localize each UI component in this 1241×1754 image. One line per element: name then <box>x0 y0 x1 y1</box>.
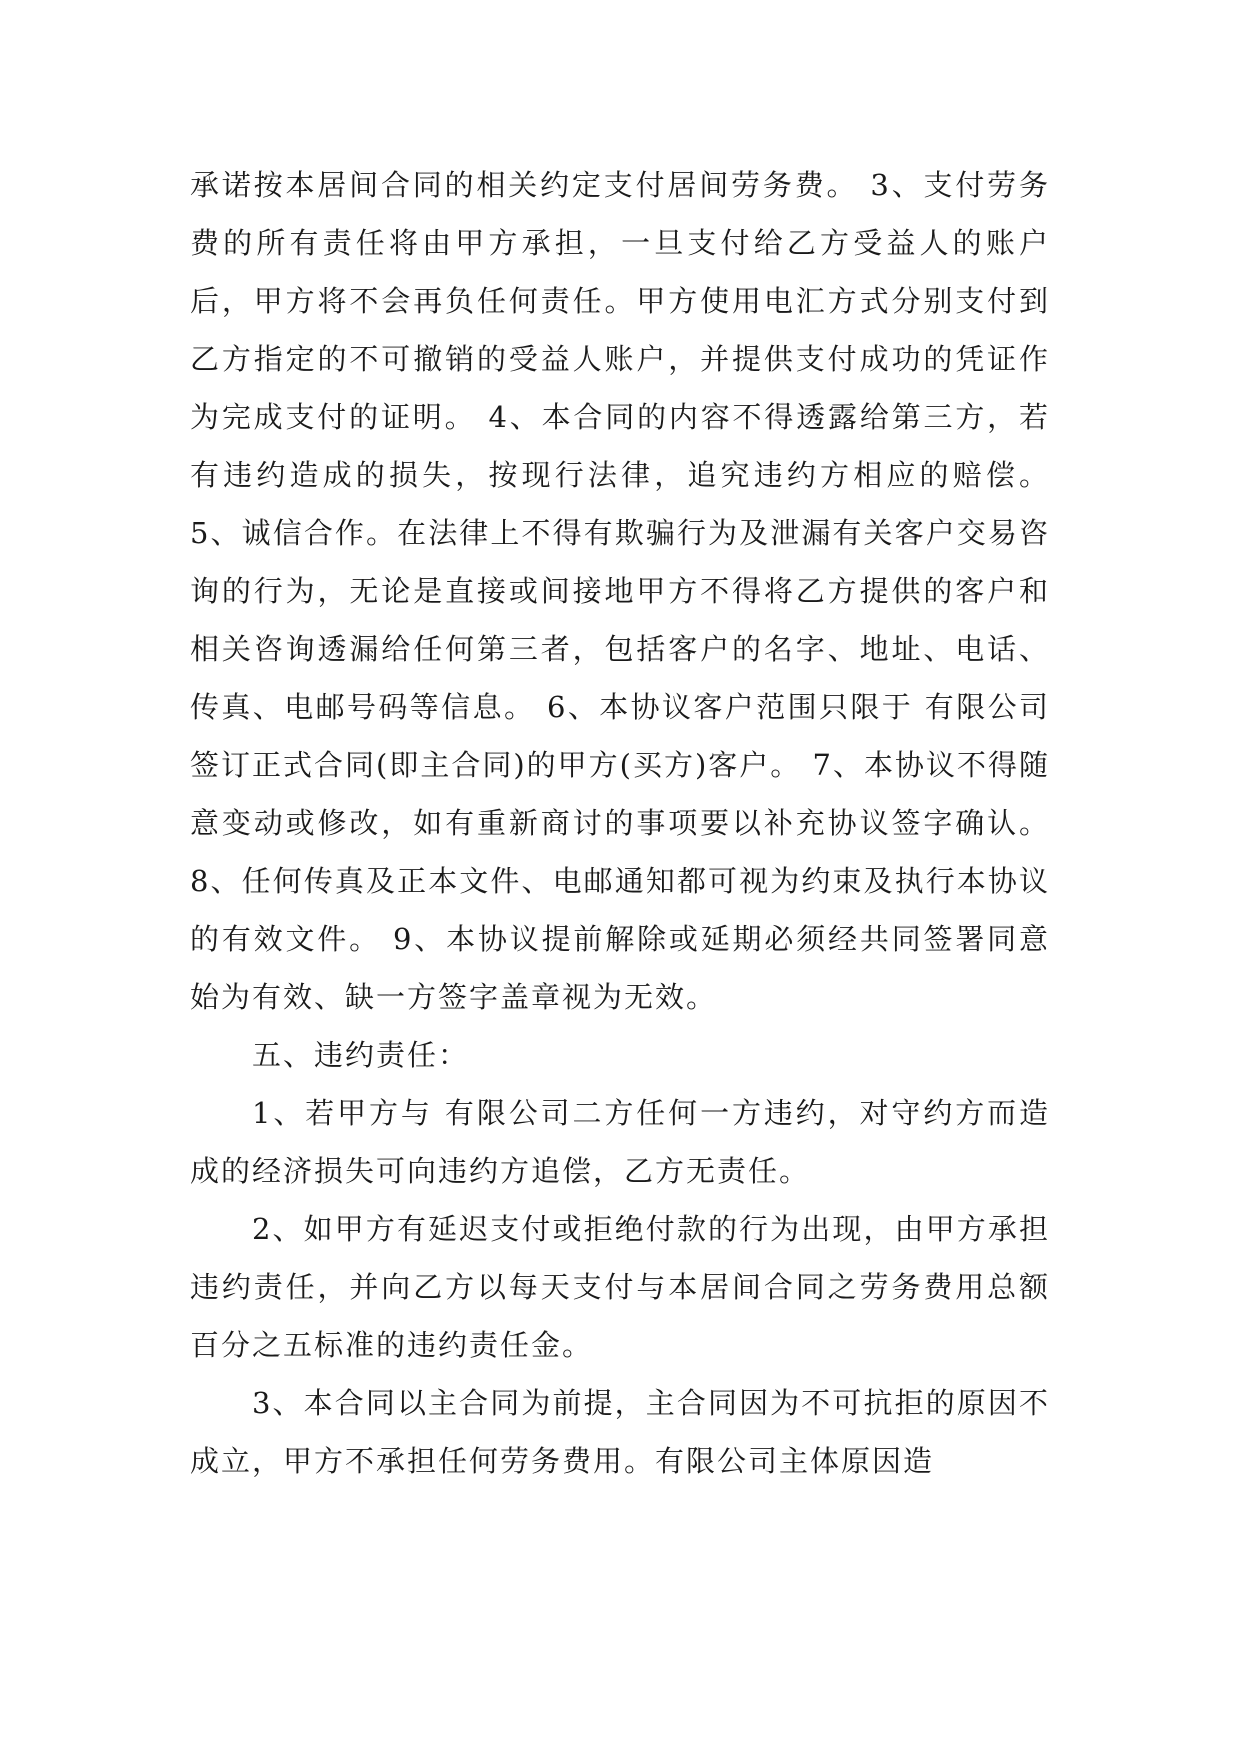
section-heading-breach-liability: 五、违约责任： <box>252 1038 470 1072</box>
breach-clause-2: 2、如甲方有延迟支付或拒绝付款的行为出现，由甲方承担违约责任，并向乙方以每天支付与本居间合同之劳务费用总额百分之五标准的违约责任金。 <box>190 1212 1050 1362</box>
clause-paragraph-continuation: 承诺按本居间合同的相关约定支付居间劳务费。 3、支付劳务费的所有责任将由甲方承担，一旦支付给乙方受益人的账户后，甲方将不会再负任何责任。甲方使用电汇方式分别支付到乙方指定的不可撤销的受益人账户，并提供支付成功的凭证作为完成支付的证明。 4、本合同的内容不得透露给第三方，若有违约造成的损失，按现行法律，追究违约方相应的赔偿。 5、诚信合作。在法律上不得有欺骗行为及泄漏有关客户交易咨询的行为，无论是直接或间接地甲方不得将乙方提供的客户和相关咨询透漏给任何第三者，包括客户的名字、地址、电话、传真、电邮号码等信息。 6、本协议客户范围只限于 有限公司签订正式合同(即主合同)的甲方(买方)客户。 7、本协议不得随意变动或修改，如有重新商讨的事项要以补充协议签字确认。 8、任何传真及正本文件、电邮通知都可视为约束及执行本协议的有效文件。 9、本协议提前解除或延期必须经共同签署同意始为有效、缺一方签字盖章视为无效。 <box>190 168 1050 1014</box>
breach-clause-1: 1、若甲方与 有限公司二方任何一方违约，对守约方而造成的经济损失可向违约方追偿，乙方无责任。 <box>190 1096 1050 1188</box>
breach-clause-3: 3、本合同以主合同为前提，主合同因为不可抗拒的原因不成立，甲方不承担任何劳务费用。有限公司主体原因造 <box>190 1386 1050 1478</box>
document-body <box>190 156 1050 1490</box>
